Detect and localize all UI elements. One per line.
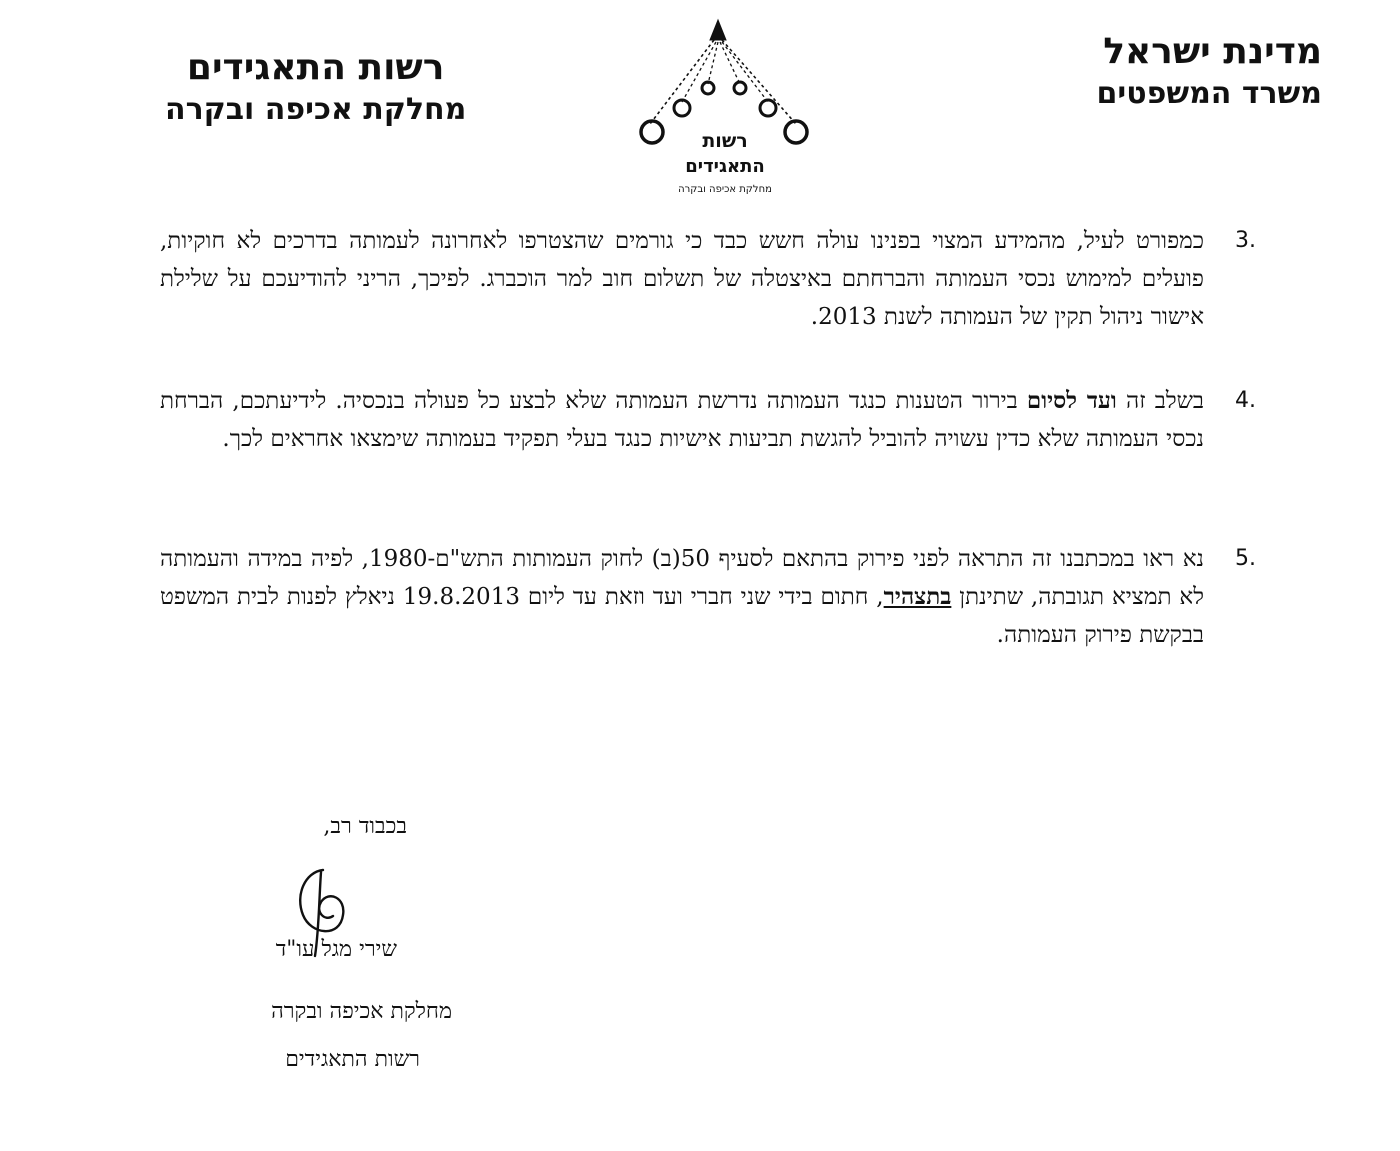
department-name: מחלקת אכיפה ובקרה	[165, 92, 467, 127]
item-number: .3	[1235, 228, 1256, 253]
item-number: .5	[1235, 546, 1256, 571]
paragraph-text: כמפורט לעיל, מהמידע המצוי בפנינו עולה חשש כבד כי גורמים שהצטרפו לאחרונה לעמותה בדרכים לא חוקיות, פועלים למימוש נכסי העמותה והברחתם באיצטלה של תשלום חוב למר הוכברג. לפיכך, הריני להודיעכם על שלילת אישור ניהול תקין של העמותה לשנת 2013.	[160, 228, 1204, 330]
authority-header	[165, 46, 466, 130]
corporations-authority-logo	[630, 12, 820, 200]
paragraph-4	[160, 382, 1256, 458]
state-name: מדינת ישראל	[1103, 31, 1322, 72]
ministry-name: משרד המשפטים	[1096, 76, 1322, 111]
signer-authority: רשות התאגידים	[285, 1047, 420, 1072]
text-segment: , חתום בידי שני חברי ועד וזאת עד ליום 19.8.2013 ניאלץ לפנות לבית המשפט בבקשת פירוק העמותה.	[160, 584, 1204, 648]
ministry-header	[1097, 30, 1323, 114]
logo-text-1: רשות	[702, 130, 748, 152]
text-segment: נא ראו במכתבנו זה התראה לפני פירוק בהתאם לסעיף 50(ב) לחוק העמותות התש"ם-1980, לפיה במידה והעמותה לא תמציא תגובתה, שתינתן	[160, 546, 1205, 610]
text-segment: בירור הטענות כנגד העמותה נדרשת העמותה שלא לבצע כל פעולה בנכסיה. לידיעתכם, הברחת נכסי העמותה שלא כדין עשויה להוביל להגשת תביעות אישיות כנגד בעלי תפקיד בעמותה שימצאו אחראים לכך.	[160, 388, 1204, 452]
logo-text-3: מחלקת אכיפה ובקרה	[678, 184, 772, 195]
paragraph-text	[160, 382, 1204, 458]
item-number: .4	[1235, 388, 1256, 413]
signer-department: מחלקת אכיפה ובקרה	[271, 999, 452, 1024]
logo-text-2: התאגידים	[685, 156, 765, 177]
underlined-bold-text: בתצהיר	[883, 583, 952, 610]
paragraph-5	[160, 540, 1256, 654]
bold-text: ועד לסיום	[1026, 387, 1117, 414]
paragraph-text	[160, 540, 1204, 654]
text-segment: בשלב זה	[1116, 388, 1204, 414]
salutation: בכבוד רב,	[323, 814, 407, 839]
signer-name: שירי מגל עו"ד	[275, 937, 397, 962]
paragraph-3	[160, 222, 1256, 336]
authority-name: רשות התאגידים	[186, 47, 445, 88]
